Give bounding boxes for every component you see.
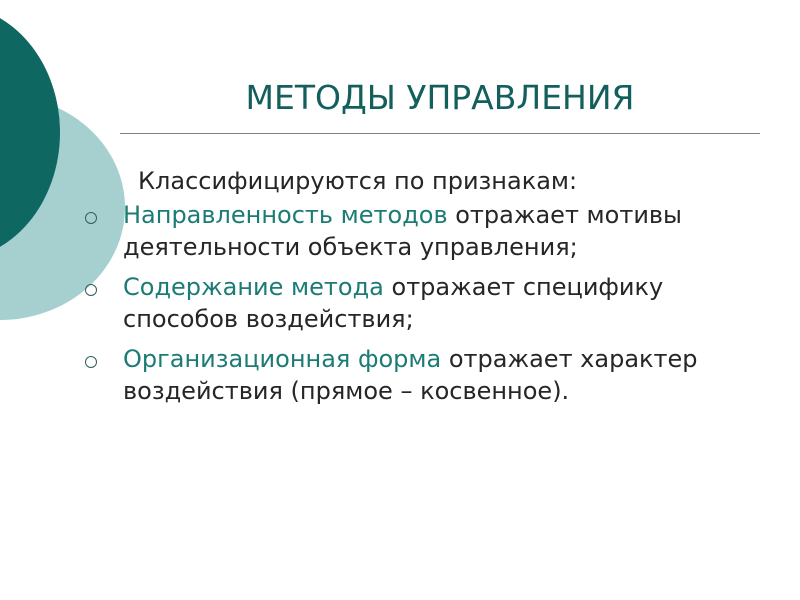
bullet-highlight: Направленность методов [123,201,448,229]
bullet-highlight: Содержание метода [123,273,384,301]
intro-text: Классифицируются по признакам: [138,167,578,195]
bullet-list [85,199,765,407]
slide-title: МЕТОДЫ УПРАВЛЕНИЯ [245,78,635,117]
title-divider [120,133,760,134]
hollow-circle-bullet-icon [85,284,97,296]
hollow-circle-bullet-icon [85,356,97,368]
bullet-item [85,271,765,335]
bullet-text: отражает характер воздействия (прямое – косвенное). [123,345,698,405]
bullet-item [85,199,765,263]
bullet-text: отражает мотивы деятельности объекта управления; [123,201,683,261]
hollow-circle-bullet-icon [85,212,97,224]
slide-body [85,165,765,407]
bullet-text: отражает специфику способов воздействия; [123,273,664,333]
bullet-item [85,343,765,407]
bullet-highlight: Организационная форма [123,345,442,373]
